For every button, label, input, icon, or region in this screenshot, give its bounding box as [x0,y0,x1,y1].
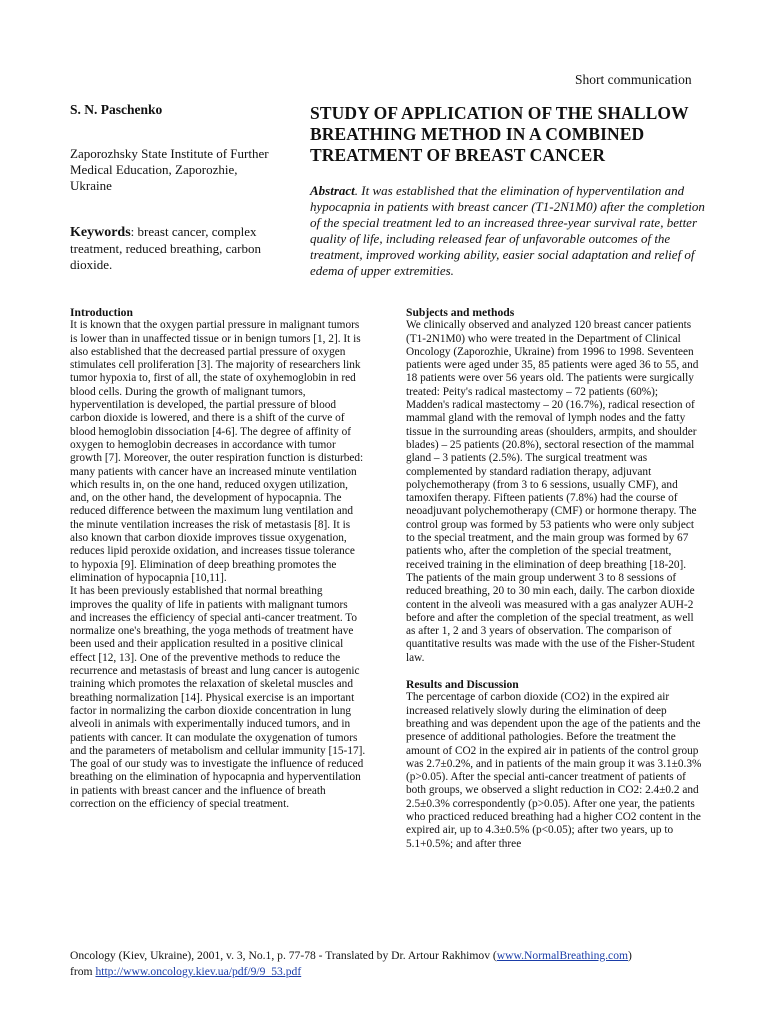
right-column [406,306,702,851]
left-column [70,306,366,811]
article-title: STUDY OF APPLICATION OF THE SHALLOW BREATHING METHOD IN A COMBINED TREATMENT OF BREAST CANCER [310,103,689,165]
article-type: Short communication [575,72,692,87]
author-name: S. N. Paschenko [70,102,163,117]
methods-paragraph: We clinically observed and analyzed 120 breast cancer patients (T1-2N1M0) who were treated in the Department of Clinical Oncology (Zaporozhie, Ukraine) from 1996 to 1998. Seventeen patients were aged under 35, 85 patients were aged 36 to 55, and 18 patients were over 56 years old. The patients were surgically treated: Peity's radical mastectomy – 72 patients (60%); Madden's radical mastectomy – 20 (16.7%), radical resection of mammal gland with the removal of lymph nodes and the fatty tissue in the surrounding areas (shoulders, armpits, and shoulder blades) – 25 patients (20.8%), sectoral resection of the mammal gland – 3 patients (2.5%). The surgical treatment was complemented by standard radiation therapy, adjuvant polychemotherapy (from 3 to 6 sessions, usually CMF), and tamoxifen therapy. Fifteen patients (7.8%) had the course of neoadjuvant polychemotherapy (CMF) or hormone therapy. The control group was formed by 53 patients who were only subject to the special treatment, and the main group was formed by 67 patients who, after the completion of the special treatment, received training in the elimination of deep breathing [18-20]. The patients of the main group underwent 3 to 8 sessions of reduced breathing, 20 to 30 min each, daily. The carbon dioxide content in the alveoli was measured with a gas analyzer AUH-2 before and after the completion of the special treatment, as well as after 1, 2 and 3 years of observation. The comparison of quantitative results was made with the use of the Fisher-Student law. [406,319,699,664]
abstract-label: Abstract [310,183,355,198]
keywords [70,224,270,273]
intro-paragraph: The goal of our study was to investigate the influence of reduced breathing on the elimination of hypocapnia and hyperventilation in patients with breast cancer and the influence of breath correction on the efficiency of special treatment. [70,758,364,810]
keywords-label: Keywords [70,225,131,240]
citation-text: Oncology (Kiev, Ukraine), 2001, v. 3, No.1, p. 77-78 - Translated by Dr. Artour Rakhimov ( [70,949,497,962]
normalbreathing-link[interactable]: www.NormalBreathing.com [496,949,629,962]
from-text: from [70,965,96,978]
institution: Zaporozhsky State Institute of Further Medical Education, Zaporozhie, Ukraine [70,146,269,193]
results-heading: Results and Discussion [406,678,519,692]
keywords-text: : breast cancer, complex treatment, reduced breathing, carbon dioxide. [70,224,261,272]
results-paragraph: The percentage of carbon dioxide (CO2) in the expired air increased relatively slowly during the elimination of deep breathing and was dependent upon the age of the patients and the presence of additional pathologies. Before the treatment the amount of CO2 in the expired air in patients of the control group was 2.7±0.2%, and in patients of the main group it was 3.1±0.3% (p>0.05). After the special anti-cancer treatment of patients of both groups, we observed a slight reduction in CO2: 2.4±0.2 and 2.5±0.3% correspondently (p>0.05). After one year, the patients who practiced reduced breathing had a higher CO2 content in the expired air, up to 4.3±0.5% (p<0.05); after two years, up to 5.1+0.5%; and after three [406,691,702,850]
introduction-heading: Introduction [70,306,133,319]
abstract [310,183,710,279]
abstract-text: . It was established that the elimination of hyperventilation and hypocapnia in patients with breast cancer (T1-2N1M0) after the completion of the special treatment led to an increased three-year survival rate, better quality of life, including released fear of unfavorable outcomes of the treatment, improved working ability, easier social adaptation and relief of edema of upper extremities. [310,183,705,278]
intro-paragraph: It has been previously established that normal breathing improves the quality of life in patients with malignant tumors and increases the efficiency of special anti-cancer treatment. To normalize one's breathing, the yoga methods of treatment have been used and their application resulted in a positive clinical effect [12, 13]. One of the preventive methods to reduce the recurrence and metastasis of breast and lung cancer is autogenic training which promotes the relaxation of skeletal muscles and breathing normalization [14]. Physical exercise is an important factor in normalizing the carbon dioxide concentration in lung alveoli in animals with experimentally induced tumors, and in patients with cancer. It can modulate the oxygenation of tumors and the parameters of metabolism and cellular immunity [15-17]. [70,585,366,757]
citation-close: ) [628,949,632,962]
methods-heading: Subjects and methods [406,306,515,319]
footer-citation [70,948,720,980]
intro-paragraph: It is known that the oxygen partial pressure in malignant tumors is lower than in unaffected tissue or in benign tumors [1, 2]. It is also established that the decreased partial pressure of oxygen stimulates cell proliferation [3]. The majority of researchers link tumor hypoxia to, first of all, the state of oxyhemoglobin in red blood cells. During the growth of malignant tumors, hyperventilation is developed, the partial pressure of blood carbon dioxide is lowered, and there is a shift of the curve of blood hemoglobin dissociation [4-6]. The degree of affinity of oxygen to hemoglobin decreases in accordance with tumor growth [7]. Moreover, the outer respiration function is disturbed: many patients with cancer have an increased minute ventilation which results in, on the one hand, reduced oxygen utilization, and, on the other hand, the development of hypocapnia. The reduced difference between the maximum lung ventilation and the minute ventilation increases the risk of metastasis [8]. It is also known that carbon dioxide improves tissue oxygenation, reduces lipid peroxide oxidation, and increases tissue tolerance to hypoxia [9]. Elimination of deep breathing promotes the elimination of hypocapnia [10,11]. [70,319,364,584]
oncology-pdf-link[interactable]: http://www.oncology.kiev.ua/pdf/9/9_53.pdf [95,965,302,978]
